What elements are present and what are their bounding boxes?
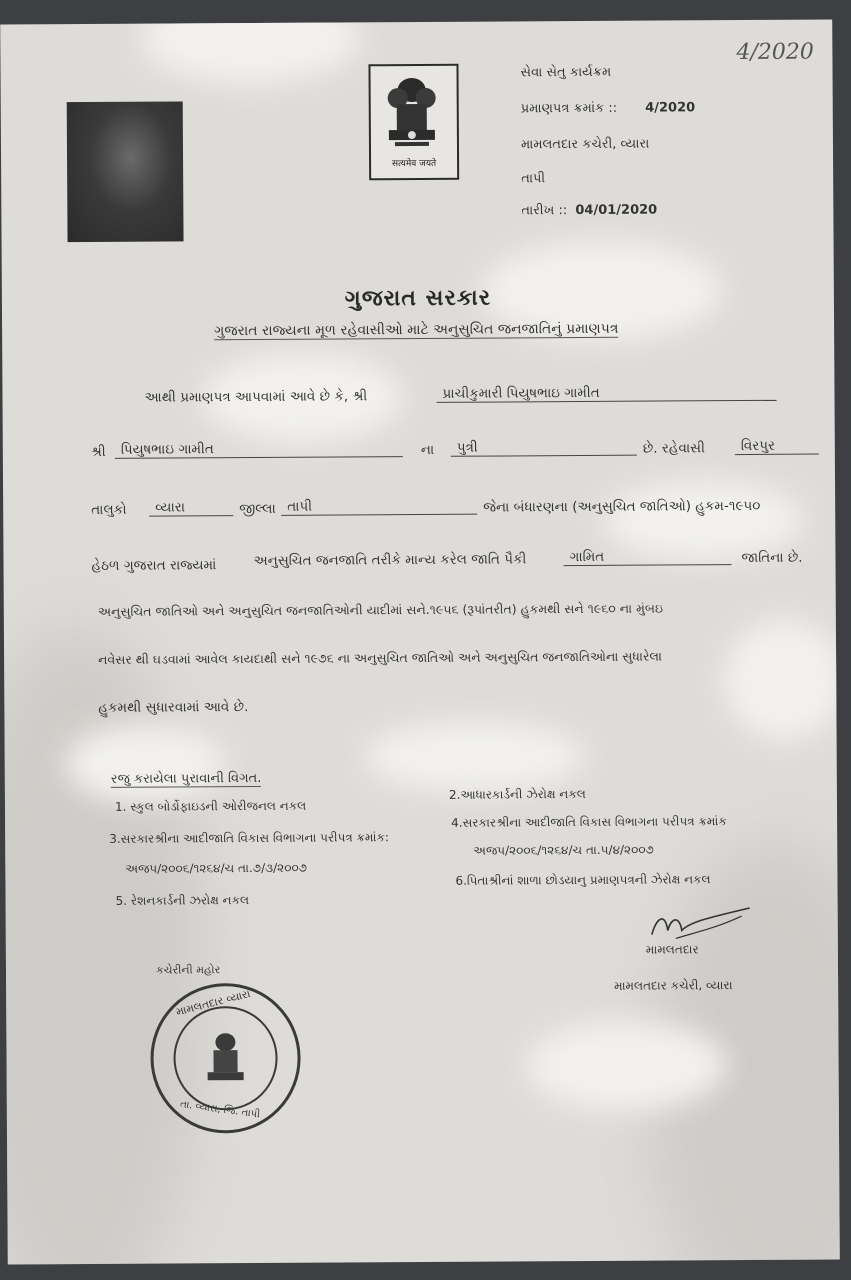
taluka-field: વ્યારા xyxy=(149,499,233,517)
enclosure-item-5: 5. રેશનકાર્ડની ઝરોક્ષ નકલ xyxy=(115,893,250,908)
shri-label: શ્રી xyxy=(90,443,106,461)
seal-caption: કચેરીની મહોર xyxy=(155,963,221,977)
enclosure-item-2: 2.આધારકાર્ડની ઝેરોક્ષ નકલ xyxy=(448,786,586,802)
enclosure-item-1: 1. સ્કુલ બોર્ડોફાઇડની ઓરીજનલ નકલ xyxy=(114,798,307,814)
father-name-field: પિયુષભાઇ ગામીત xyxy=(115,440,403,459)
seal-emblem-icon xyxy=(197,1028,253,1090)
village-field: વિરપુર xyxy=(735,438,819,456)
caste-field: ગામિત xyxy=(563,548,731,566)
enclosure-item-6: 6.પિતાશ્રીનાં શાળા છોડયાનુ પ્રમાણપત્રની ઝેરોક્ષ નકલ xyxy=(455,872,711,888)
issue-date: 04/01/2020 xyxy=(575,202,658,219)
document-subtitle: ગુજરાત રાજ્યના મૂળ રહેવાસીઓ માટે અનુસુચિત જનજાતિનું પ્રમાણપત્ર xyxy=(214,320,619,340)
signatory-office: મામલતદાર કચેરી, વ્યારા xyxy=(614,978,733,993)
certificate-page xyxy=(0,19,840,1264)
enclosures-heading: રજુ કરાયેલા પુરાવાની વિગત. xyxy=(110,770,262,787)
handwritten-number: 4/2020 xyxy=(736,39,814,66)
document-title: ગુજરાત સરકાર xyxy=(344,285,492,312)
body-line-4-mid: અનુસુચિત જનજાતિ તરીકે માન્ય કરેલ જાતિ પૈકી xyxy=(253,551,527,570)
body-line-4-prefix: હેઠળ ગુજરાત રાજ્યમાં xyxy=(91,557,217,575)
office-seal xyxy=(150,983,301,1134)
district-field: તાપી xyxy=(281,498,477,516)
body-line-6: નવેસર થી ઘડવામાં આવેલ કાયદાથી સને ૧૯૭૬ ના અનુસુચિત જાતિઓ અને અનુસુચિત જનજાતિઓના સુધારેલા xyxy=(98,648,662,667)
relation-field: પુત્રી xyxy=(451,439,637,457)
body-line-4-suffix: જાતિના છે. xyxy=(741,549,803,567)
issuing-office: મામલતદાર કચેરી, વ્યારા xyxy=(520,136,650,153)
body-line-5: અનુસુચિત જાતિઓ અને અનુસુચિત જનજાતિઓની યાદીમાં સને.૧૯૫૬ (રૂપાંતરીત) હુકમથી સને ૧૯૬૦ ના મુંબઇ xyxy=(97,600,664,619)
district-label: જીલ્લા xyxy=(239,500,276,518)
signature-mark xyxy=(646,904,756,945)
signatory-title: મામલતદાર xyxy=(645,942,699,957)
certificate-number-row xyxy=(521,100,696,116)
enclosure-item-4-ref: અજપ/૨૦૦૬/૧૨૬૪/ચ તા.૫/૪/૨૦૦૭ xyxy=(473,842,654,858)
certificate-number: 4/2020 xyxy=(645,100,696,116)
certificate-number-label: પ્રમાણપત્ર ક્રમાંક :: xyxy=(520,100,618,117)
na-label: ના xyxy=(420,441,435,458)
seal-bottom-text: તા. વ્યારા, જિ. તાપી xyxy=(179,1098,261,1121)
seal-ring-text: મામલતદાર વ્યારા xyxy=(174,987,252,1019)
enclosure-item-4: 4.સરકારશ્રીના આદીજાતિ વિકાસ વિભાગના પરીપત્ર ક્રમાંક xyxy=(451,814,727,830)
issuing-district: તાપી xyxy=(521,171,546,187)
emblem-motto: सत्यमेव जयते xyxy=(391,158,437,170)
applicant-name-field: પ્રાચીકુમારી પિયુષભાઇ ગામીત xyxy=(436,384,776,403)
resident-label: છે. રહેવાસી xyxy=(642,440,705,457)
taluka-label: તાલુકો xyxy=(91,501,127,519)
national-emblem xyxy=(368,64,459,181)
enclosure-item-3: 3.સરકારશ્રીના આદીજાતિ વિકાસ વિભાગના પરીપત્ર ક્રમાંક: xyxy=(109,830,389,846)
body-line-1-prefix: આથી પ્રમાણપત્ર આપવામાં આવે છે કે, શ્રી xyxy=(144,388,368,406)
enclosure-item-3-ref: અજપ/૨૦૦૬/૧૨૬૪/ચ તા.૭/૩/૨૦૦૭ xyxy=(125,860,308,876)
date-row xyxy=(521,203,657,219)
applicant-photo xyxy=(67,101,184,242)
program-name: સેવા સેતુ કાર્યક્રમ xyxy=(520,64,612,81)
body-line-3-rest: જેના બંધારણના (અનુસુચિત જાતિઓ) હુકમ-૧૯૫૦ xyxy=(483,497,761,516)
date-label: તારીખ :: xyxy=(521,203,568,219)
body-line-7: હુકમથી સુધારવામાં આવે છે. xyxy=(98,699,249,716)
